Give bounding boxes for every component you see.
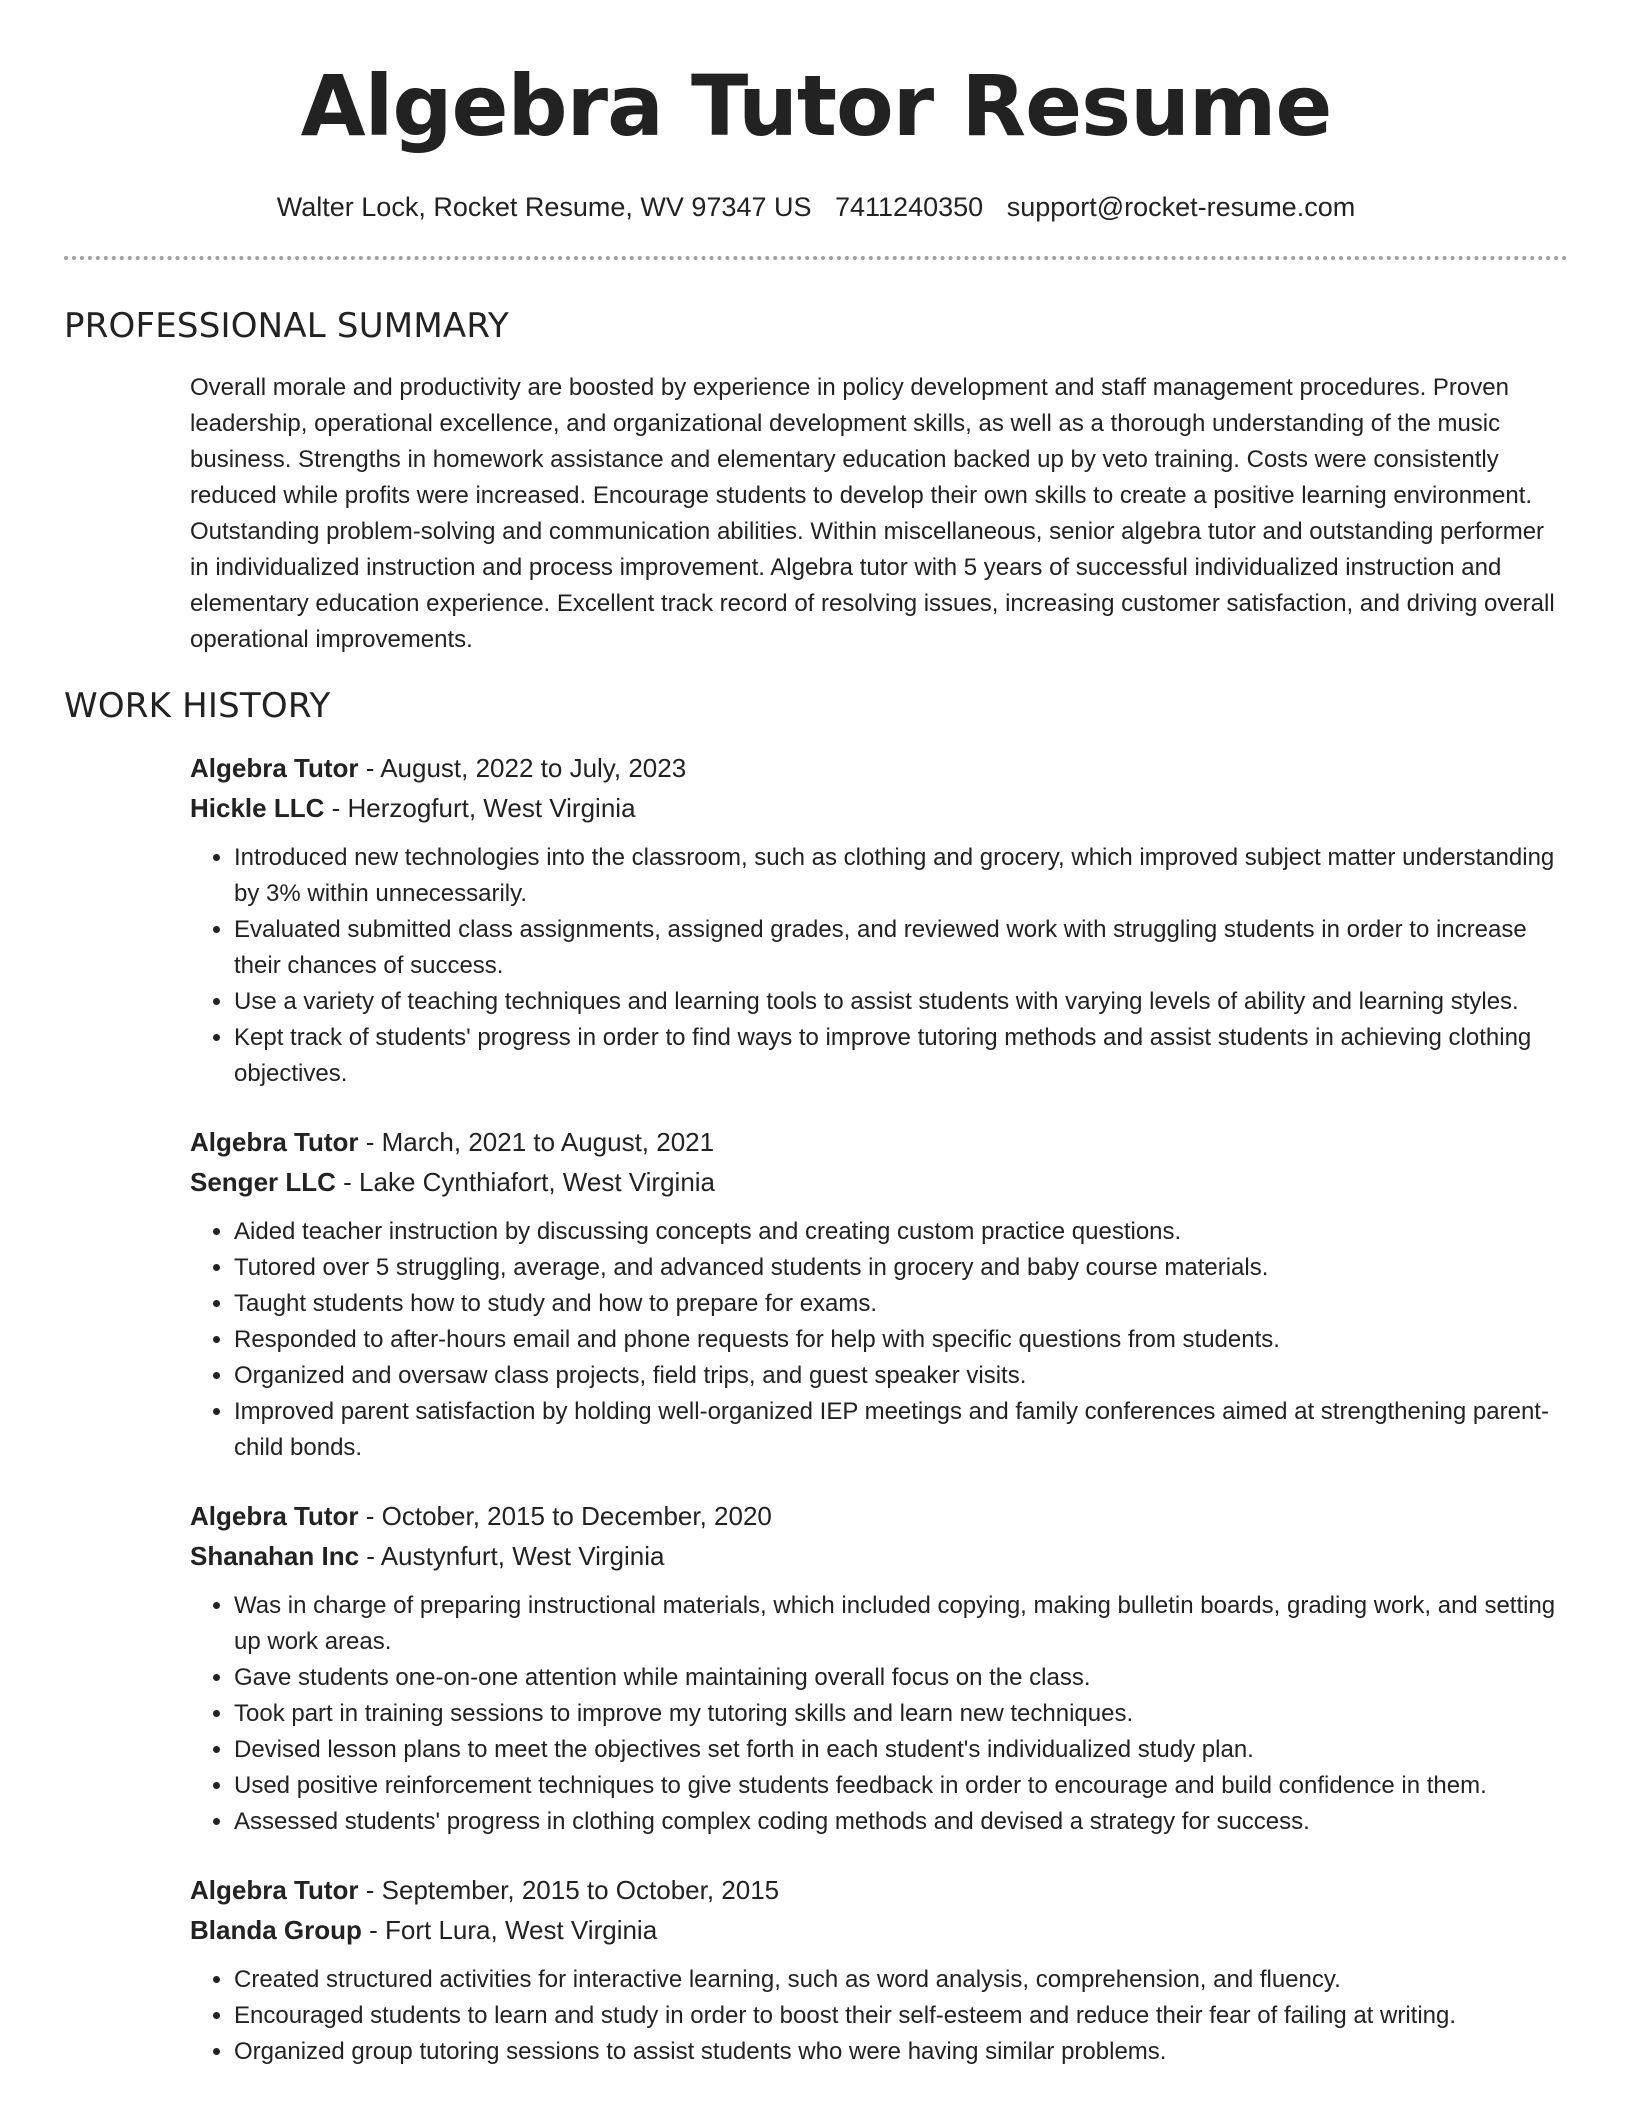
job-entry xyxy=(190,748,1568,1092)
job-location: - Lake Cynthiafort, West Virginia xyxy=(335,1167,716,1197)
job-bullet: • Responded to after-hours email and phone requests for help with specific questions from students. xyxy=(234,1322,1568,1358)
job-bullet: • Kept track of students' progress in order to find ways to improve tutoring methods and assist students in achieving clothing objectives. xyxy=(234,1020,1568,1092)
job-bullet: • Improved parent satisfaction by holding well-organized IEP meetings and family conferences aimed at strengthening parent-child bonds. xyxy=(234,1394,1568,1466)
job-dates: - March, 2021 to August, 2021 xyxy=(358,1127,715,1157)
job-title-line xyxy=(190,1122,1568,1162)
job-bullets xyxy=(190,1588,1568,1840)
job-bullet: • Taught students how to study and how to prepare for exams. xyxy=(234,1286,1568,1322)
contact-phone: 7411240350 xyxy=(835,192,984,222)
job-dates: - October, 2015 to December, 2020 xyxy=(358,1501,772,1531)
job-company: Senger LLC xyxy=(190,1167,336,1197)
contact-email: support@rocket-resume.com xyxy=(1006,192,1356,222)
work-history-heading: WORK HISTORY xyxy=(64,686,331,726)
job-bullet: • Evaluated submitted class assignments, assigned grades, and reviewed work with struggling students in order to increase their chances of success. xyxy=(234,912,1568,984)
job-bullet: • Tutored over 5 struggling, average, and advanced students in grocery and baby course materials. xyxy=(234,1250,1568,1286)
job-entry xyxy=(190,1122,1568,1466)
contact-address: Walter Lock, Rocket Resume, WV 97347 US xyxy=(276,192,812,222)
job-bullets xyxy=(190,840,1568,1092)
job-bullet: • Organized group tutoring sessions to assist students who were having similar problems. xyxy=(234,2034,1568,2070)
job-bullet: • Assessed students' progress in clothing complex coding methods and devised a strategy for success. xyxy=(234,1804,1568,1840)
job-title-line xyxy=(190,1496,1568,1536)
job-company-line xyxy=(190,1910,1568,1950)
job-bullet: • Use a variety of teaching techniques and learning tools to assist students with varying levels of ability and learning styles. xyxy=(234,984,1568,1020)
job-company: Shanahan Inc xyxy=(190,1541,360,1571)
job-company-line xyxy=(190,788,1568,828)
job-title-line xyxy=(190,748,1568,788)
job-bullet: • Aided teacher instruction by discussing concepts and creating custom practice questions. xyxy=(234,1214,1568,1250)
job-dates: - September, 2015 to October, 2015 xyxy=(358,1875,780,1905)
job-location: - Herzogfurt, West Virginia xyxy=(324,793,636,823)
job-company-line xyxy=(190,1162,1568,1202)
resume-title: Algebra Tutor Resume xyxy=(300,57,1332,155)
job-bullet: • Took part in training sessions to improve my tutoring skills and learn new techniques. xyxy=(234,1696,1568,1732)
summary-heading: PROFESSIONAL SUMMARY xyxy=(64,306,509,346)
job-entry xyxy=(190,1870,1568,2070)
header-divider xyxy=(64,256,1568,260)
job-bullet: • Encouraged students to learn and study in order to boost their self-esteem and reduce their fear of failing at writing. xyxy=(234,1998,1568,2034)
job-bullet: • Was in charge of preparing instructional materials, which included copying, making bulletin boards, grading work, and setting up work areas. xyxy=(234,1588,1568,1660)
job-bullet: • Devised lesson plans to meet the objectives set forth in each student's individualized study plan. xyxy=(234,1732,1568,1768)
job-entry xyxy=(190,1496,1568,1840)
job-role: Algebra Tutor xyxy=(190,1127,359,1157)
job-role: Algebra Tutor xyxy=(190,1501,359,1531)
job-title-line xyxy=(190,1870,1568,1910)
job-role: Algebra Tutor xyxy=(190,1875,359,1905)
job-bullet: • Used positive reinforcement techniques to give students feedback in order to encourage and build confidence in them. xyxy=(234,1768,1568,1804)
contact-line xyxy=(64,190,1568,224)
job-bullet: • Organized and oversaw class projects, field trips, and guest speaker visits. xyxy=(234,1358,1568,1394)
job-location: - Austynfurt, West Virginia xyxy=(359,1541,665,1571)
job-company-line xyxy=(190,1536,1568,1576)
job-company: Hickle LLC xyxy=(190,793,325,823)
job-bullet: • Created structured activities for interactive learning, such as word analysis, comprehension, and fluency. xyxy=(234,1962,1568,1998)
job-bullet: • Gave students one-on-one attention while maintaining overall focus on the class. xyxy=(234,1660,1568,1696)
job-role: Algebra Tutor xyxy=(190,753,359,783)
summary-text: Overall morale and productivity are boosted by experience in policy development and staff management procedures. Proven leadership, operational excellence, and organizational development skills, as well as a thorough understanding of the music business. Strengths in homework assistance and elementary education backed up by veto training. Costs were consistently reduced while profits were increased. Encourage students to develop their own skills to create a positive learning environment. Outstanding problem-solving and communication abilities. Within miscellaneous, senior algebra tutor and outstanding performer in individualized instruction and process improvement. Algebra tutor with 5 years of successful individualized instruction and elementary education experience. Excellent track record of resolving issues, increasing customer satisfaction, and driving overall operational improvements. xyxy=(190,374,1555,653)
job-dates: - August, 2022 to July, 2023 xyxy=(358,753,687,783)
job-bullets xyxy=(190,1962,1568,2070)
job-bullets xyxy=(190,1214,1568,1466)
job-company: Blanda Group xyxy=(190,1915,362,1945)
job-bullet: • Introduced new technologies into the classroom, such as clothing and grocery, which improved subject matter understanding by 3% within unnecessarily. xyxy=(234,840,1568,912)
job-location: - Fort Lura, West Virginia xyxy=(361,1915,658,1945)
